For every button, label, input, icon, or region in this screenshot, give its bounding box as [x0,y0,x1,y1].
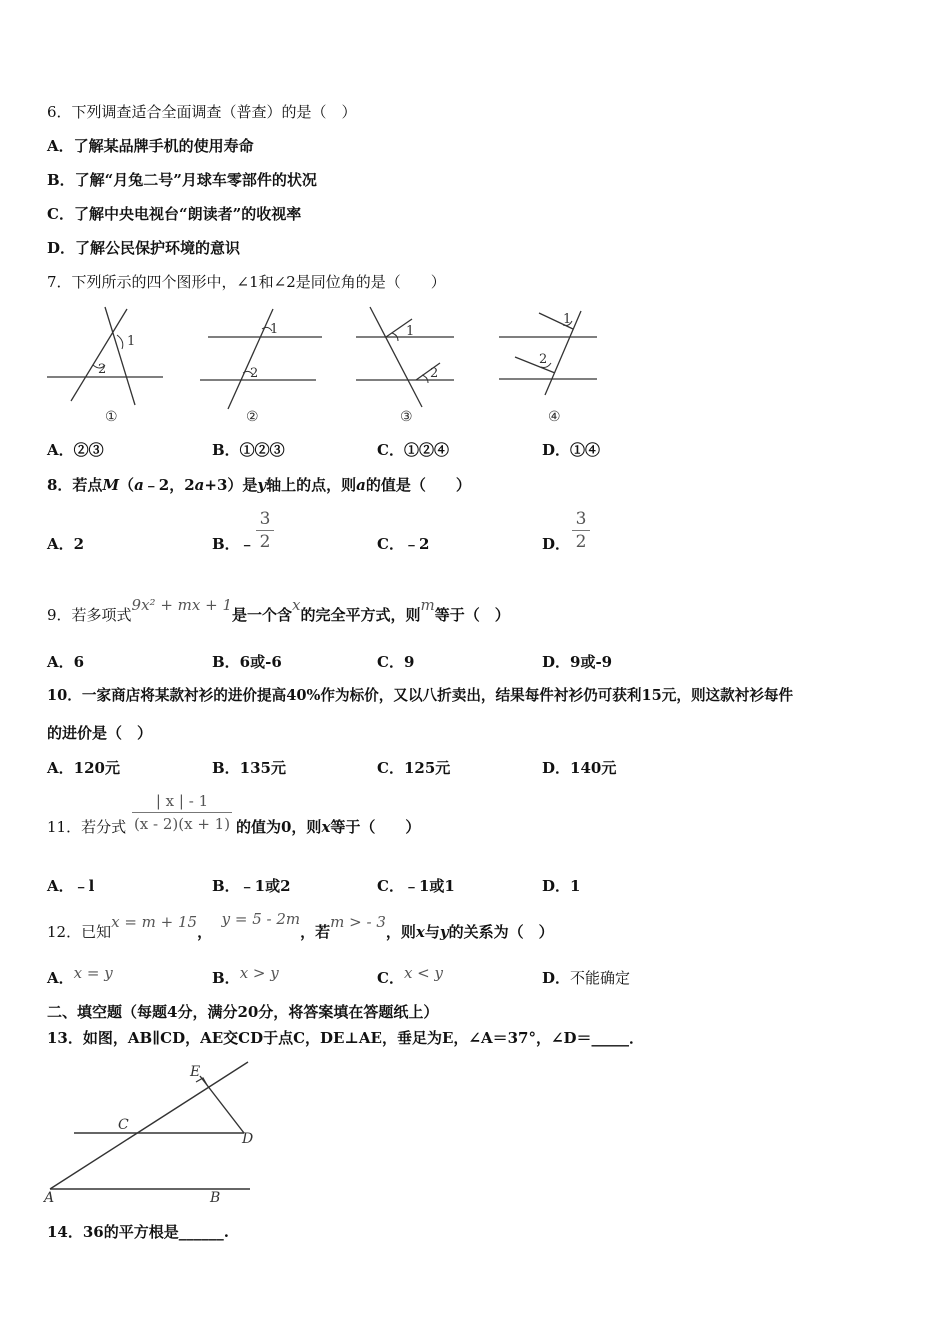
q12-option-d: D．不能确定 [542,969,631,987]
q13-point-e: E [190,1064,201,1080]
q7-fig4-angle-2: 2 [539,352,548,367]
q12-eq2: y = 5 - 2m [221,910,301,928]
q10-option-b: B．135元 [212,759,286,777]
q11-option-b: B．﹣1或2 [212,877,291,895]
q7-stem: 7．下列所示的四个图形中，∠1和∠2是同位角的是（ ） [47,273,446,291]
q8-option-b: B．﹣ [212,535,255,553]
q6-option-a: A．了解某品牌手机的使用寿命 [47,137,254,155]
q7-option-d: D．①④ [542,441,601,459]
q13-point-b: B [210,1190,221,1206]
q7-figure-4 [493,305,608,425]
q7-fig1-angle-1: 1 [127,334,136,349]
q7-fig3-angle-2: 2 [430,366,439,381]
q9-option-d: D．9或-9 [542,653,613,671]
q8-option-b-fraction: 3 2 [256,509,274,552]
q6-option-c: C．了解中央电视台“朗读者”的收视率 [47,205,302,223]
q7-fig2-angle-1: 1 [270,322,279,337]
q10-option-a: A．120元 [47,759,120,777]
q7-fig1-angle-2: 2 [98,362,107,377]
q6-option-d: D．了解公民保护环境的意识 [47,239,241,257]
q13-figure [40,1060,270,1210]
q8-option-d: D． [542,535,571,553]
q12-option-b: B．x > y [212,964,279,987]
q9-option-a: A．6 [47,653,85,671]
q7-fig3-angle-1: 1 [406,324,415,339]
q11-option-d: D．1 [542,877,581,895]
q12-eq1: x = m + 15 [111,913,198,931]
q8-option-a: A．2 [47,535,85,553]
q7-fig4-label: ④ [548,409,561,425]
q9-option-b: B．6或-6 [212,653,282,671]
q11-option-a: A．﹣l [47,877,95,895]
q9-option-c: C．9 [377,653,415,671]
q10-option-c: C．125元 [377,759,451,777]
q8-stem: 8．若点M（a﹣2，2a+3）是y轴上的点，则a的值是（ ） [47,476,471,494]
q6-option-b: B．了解“月兔二号”月球车零部件的状况 [47,171,317,189]
q7-fig1-label: ① [105,409,118,425]
q11-stem-a: 11．若分式 [47,818,127,836]
q11-stem-b: 的值为0，则x等于（ ） [236,818,421,836]
q7-fig3-label: ③ [400,409,413,425]
q12-stem: 12．已知x = m + 15， y = 5 - 2m，若m > - 3，则x与y的关系为（ ） [47,910,554,941]
q10-stem-line1: 10．一家商店将某款衬衫的进价提高40%作为标价，又以八折卖出，结果每件衬衫仍可获利15元，则这款衬衫每件 [47,687,794,704]
q12-option-c: C．x < y [377,964,443,987]
q7-fig2-label: ② [246,409,259,425]
q11-option-c: C．﹣1或1 [377,877,455,895]
q13-point-a: A [44,1190,55,1206]
q13-point-d: D [242,1131,254,1147]
q9-polynomial: 9x² + mx + 1 [131,596,232,614]
q13-point-c: C [118,1117,129,1133]
q6-stem: 6．下列调查适合全面调查（普查）的是（ ） [47,103,357,121]
q10-option-d: D．140元 [542,759,617,777]
q7-figure-1 [45,305,170,425]
q12-option-a: A．x = y [47,964,113,987]
q7-option-a: A．②③ [47,441,104,459]
q8-option-c: C．﹣2 [377,535,430,553]
q8-option-d-fraction: 3 2 [572,509,590,552]
q14-stem: 14．36的平方根是______. [47,1223,229,1241]
q7-fig4-angle-1: 1 [563,312,572,327]
q7-figure-2 [198,305,328,425]
q12-condition: m > - 3 [330,913,386,931]
q13-stem: 13．如图，AB∥CD，AE交CD于点C，DE⊥AE，垂足为E，∠A＝37°，∠D＝_____． [47,1029,645,1047]
q11-fraction: | x | - 1 (x - 2)(x + 1) [133,792,231,833]
q10-stem-line2: 的进价是（ ） [47,724,153,742]
section2-title: 二、填空题（每题4分，满分20分，将答案填在答题纸上） [47,1003,439,1021]
q7-option-b: B．①②③ [212,441,285,459]
q7-figure-3 [350,305,465,425]
q7-fig2-angle-2: 2 [250,366,259,381]
q9-stem: 9．若多项式9x² + mx + 1是一个含x的完全平方式，则m等于（ ） [47,596,510,624]
q7-option-c: C．①②④ [377,441,449,459]
